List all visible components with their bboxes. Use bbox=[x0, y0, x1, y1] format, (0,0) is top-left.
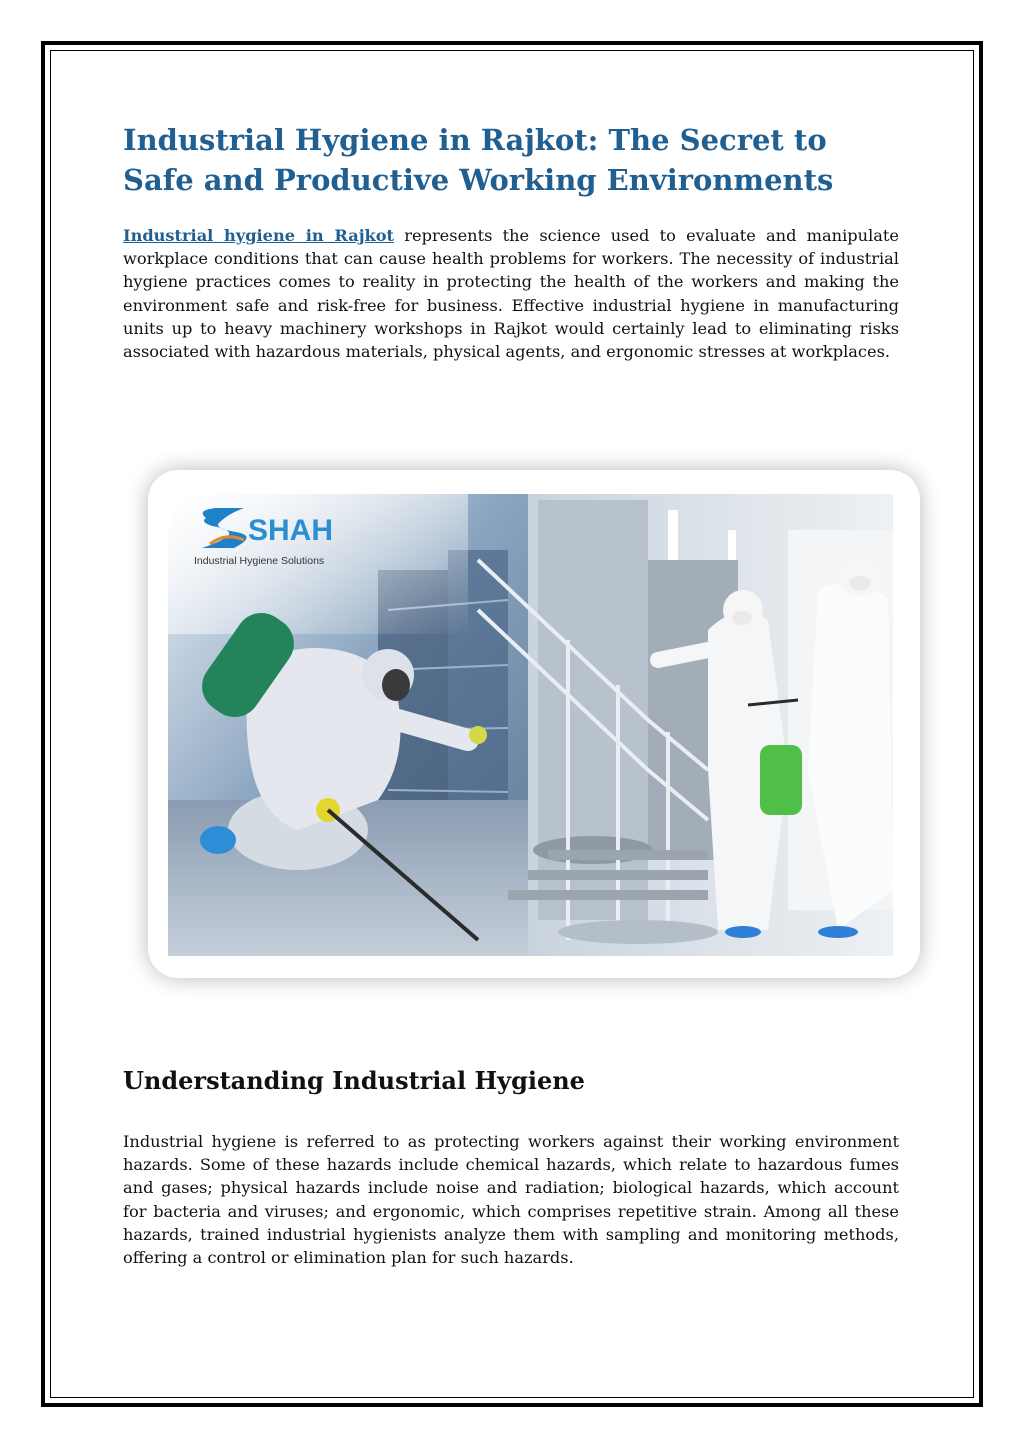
logo-brand: SHAH bbox=[248, 514, 334, 547]
section-heading: Understanding Industrial Hygiene bbox=[123, 1066, 585, 1095]
document-title: Industrial Hygiene in Rajkot: The Secret to Safe and Productive Working Environments bbox=[123, 123, 834, 197]
hero-photo-illustration bbox=[148, 470, 920, 978]
intro-text: represents the science used to evaluate and manipulate workplace conditions that can cause health problems for workers. The necessity of industrial hygiene practices comes to reality in protecting the health of the workers and making the environment safe and risk-free for business. Effective industrial hygiene in manufacturing units up to heavy machinery workshops in Rajkot would certainly lead to eliminating risks associated with hazardous materials, physical agents, and ergonomic stresses at workplaces. bbox=[123, 226, 899, 362]
hero-image bbox=[148, 470, 920, 978]
industrial-hygiene-link[interactable]: Industrial hygiene in Rajkot bbox=[123, 226, 395, 245]
intro-paragraph bbox=[123, 224, 899, 363]
logo-tagline: Industrial Hygiene Solutions bbox=[194, 555, 325, 567]
section-paragraph: Industrial hygiene is referred to as protecting workers against their working environment hazards. Some of these hazards include chemical hazards, which relate to hazardous fumes and gases; physical hazards include noise and radiation; biological hazards, which account for bacteria and viruses; and ergonomic, which comprises repetitive strain. Among all these hazards, trained industrial hygienists analyze them with sampling and monitoring methods, offering a control or elimination plan for such hazards. bbox=[123, 1132, 899, 1268]
